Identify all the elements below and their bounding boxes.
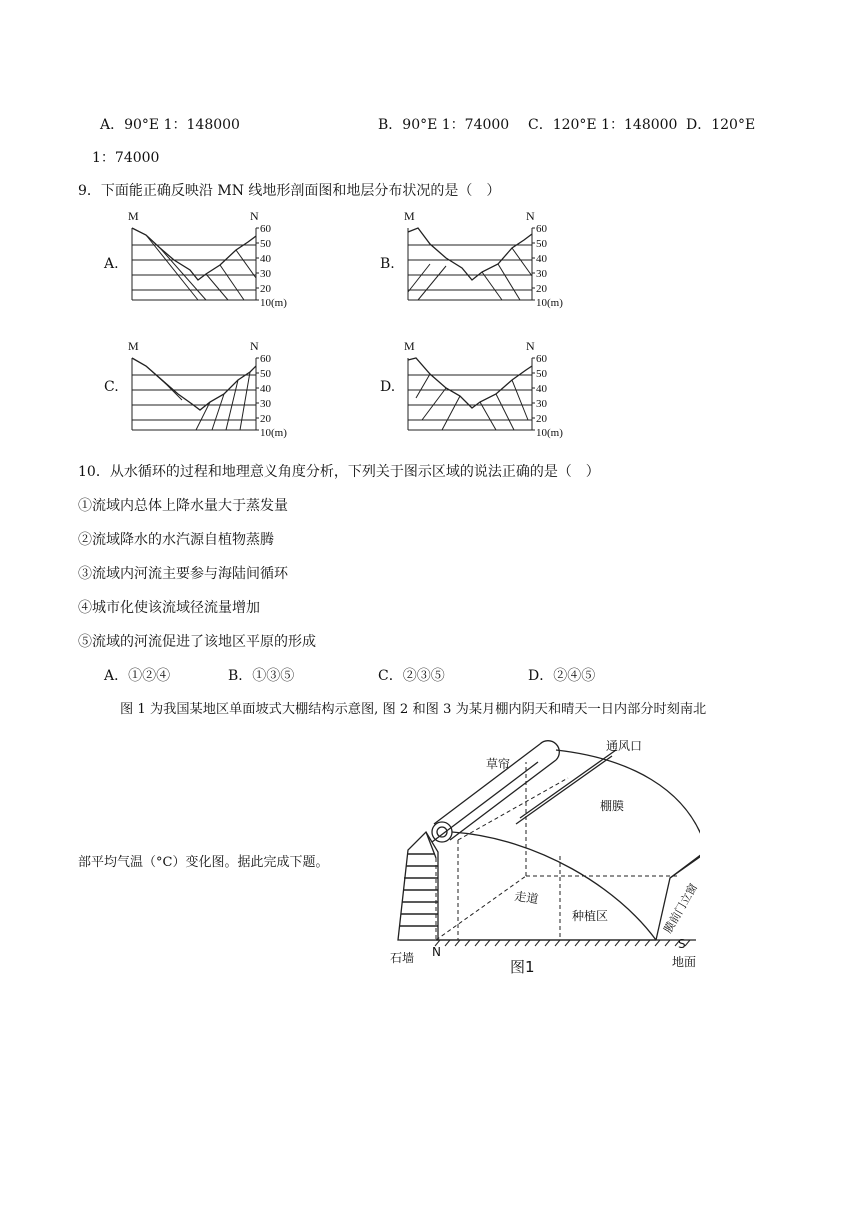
profile-diagram-c bbox=[126, 338, 298, 440]
figure1-caption: 图1 bbox=[510, 958, 535, 976]
profile-b-m-label: M bbox=[404, 209, 415, 223]
profile-a-m-label: M bbox=[128, 209, 139, 223]
label-vent: 通风口 bbox=[606, 739, 643, 753]
svg-text:40: 40 bbox=[536, 253, 547, 265]
label-aisle: 走道 bbox=[513, 889, 540, 907]
profile-c-n-label: N bbox=[250, 339, 259, 353]
label-stone-wall: 石墙 bbox=[390, 951, 415, 965]
svg-text:10(m): 10(m) bbox=[536, 297, 563, 309]
svg-text:60: 60 bbox=[536, 353, 547, 365]
q9-stem: 9．下面能正确反映沿 MN 线地形剖面图和地层分布状况的是（ ） bbox=[78, 183, 501, 199]
svg-text:30: 30 bbox=[260, 398, 271, 410]
profile-d-n-label: N bbox=[526, 339, 535, 353]
svg-text:20: 20 bbox=[260, 413, 271, 425]
svg-text:50: 50 bbox=[260, 368, 271, 380]
svg-text:50: 50 bbox=[536, 238, 547, 250]
svg-text:60: 60 bbox=[536, 223, 547, 235]
svg-text:10(m): 10(m) bbox=[260, 297, 287, 309]
q10-statement-5: ⑤流域的河流促进了该地区平原的形成 bbox=[78, 634, 316, 650]
intro-line-1: 图 1 为我国某地区单面坡式大棚结构示意图, 图 2 和图 3 为某月棚内阴天和晴天一日内部分时刻南北 bbox=[120, 702, 707, 717]
q8-option-b: B．90°E 1：74000 bbox=[378, 117, 510, 133]
q8-option-d-continued: 1：74000 bbox=[92, 150, 160, 166]
svg-text:10(m): 10(m) bbox=[260, 427, 287, 439]
label-south: S bbox=[678, 937, 686, 951]
svg-text:60: 60 bbox=[260, 353, 271, 365]
profile-diagram-a bbox=[126, 208, 298, 310]
svg-text:20: 20 bbox=[536, 283, 547, 295]
q9-option-a-label: A. bbox=[104, 256, 119, 272]
q10-option-c: C．②③⑤ bbox=[378, 668, 445, 684]
label-straw-mat: 草帘 bbox=[486, 757, 511, 771]
svg-text:20: 20 bbox=[260, 283, 271, 295]
svg-text:50: 50 bbox=[536, 368, 547, 380]
q9-option-b-label: B. bbox=[380, 256, 395, 272]
svg-text:30: 30 bbox=[260, 268, 271, 280]
svg-text:40: 40 bbox=[260, 253, 271, 265]
q10-stem: 10．从水循环的过程和地理意义角度分析，下列关于图示区域的说法正确的是（ ） bbox=[78, 464, 600, 480]
q10-option-a: A．①②④ bbox=[104, 668, 171, 684]
svg-text:50: 50 bbox=[260, 238, 271, 250]
intro-line-2: 部平均气温（°C）变化图。据此完成下题。 bbox=[78, 855, 329, 870]
label-planting-area: 种植区 bbox=[572, 909, 609, 923]
q8-option-d: D．120°E bbox=[686, 117, 756, 133]
profile-c-m-label: M bbox=[128, 339, 139, 353]
svg-text:30: 30 bbox=[536, 398, 547, 410]
q9-option-d-label: D. bbox=[380, 379, 396, 395]
label-front-window: 膜前门立窗 bbox=[661, 881, 700, 936]
profile-diagram-b bbox=[402, 208, 574, 310]
q10-statement-3: ③流域内河流主要参与海陆间循环 bbox=[78, 566, 288, 582]
profile-d-m-label: M bbox=[404, 339, 415, 353]
svg-text:40: 40 bbox=[536, 383, 547, 395]
label-ground: 地面 bbox=[672, 955, 697, 969]
greenhouse-figure bbox=[388, 728, 700, 980]
q8-option-a: A．90°E 1：148000 bbox=[100, 117, 240, 133]
profile-diagram-d bbox=[402, 338, 574, 440]
q10-statement-1: ①流域内总体上降水量大于蒸发量 bbox=[78, 498, 288, 514]
label-film: 棚膜 bbox=[600, 799, 625, 813]
q10-statement-4: ④城市化使该流域径流量增加 bbox=[78, 600, 260, 616]
q10-option-d: D．②④⑤ bbox=[528, 668, 596, 684]
profile-b-n-label: N bbox=[526, 209, 535, 223]
svg-text:40: 40 bbox=[260, 383, 271, 395]
q8-option-c: C．120°E 1：148000 bbox=[528, 117, 678, 133]
profile-a-n-label: N bbox=[250, 209, 259, 223]
q10-statement-2: ②流域降水的水汽源自植物蒸腾 bbox=[78, 532, 274, 548]
svg-text:20: 20 bbox=[536, 413, 547, 425]
svg-text:10(m): 10(m) bbox=[536, 427, 563, 439]
q9-option-c-label: C. bbox=[104, 379, 119, 395]
q10-option-b: B．①③⑤ bbox=[228, 668, 295, 684]
svg-text:30: 30 bbox=[536, 268, 547, 280]
svg-text:60: 60 bbox=[260, 223, 271, 235]
label-north: N bbox=[432, 945, 441, 959]
